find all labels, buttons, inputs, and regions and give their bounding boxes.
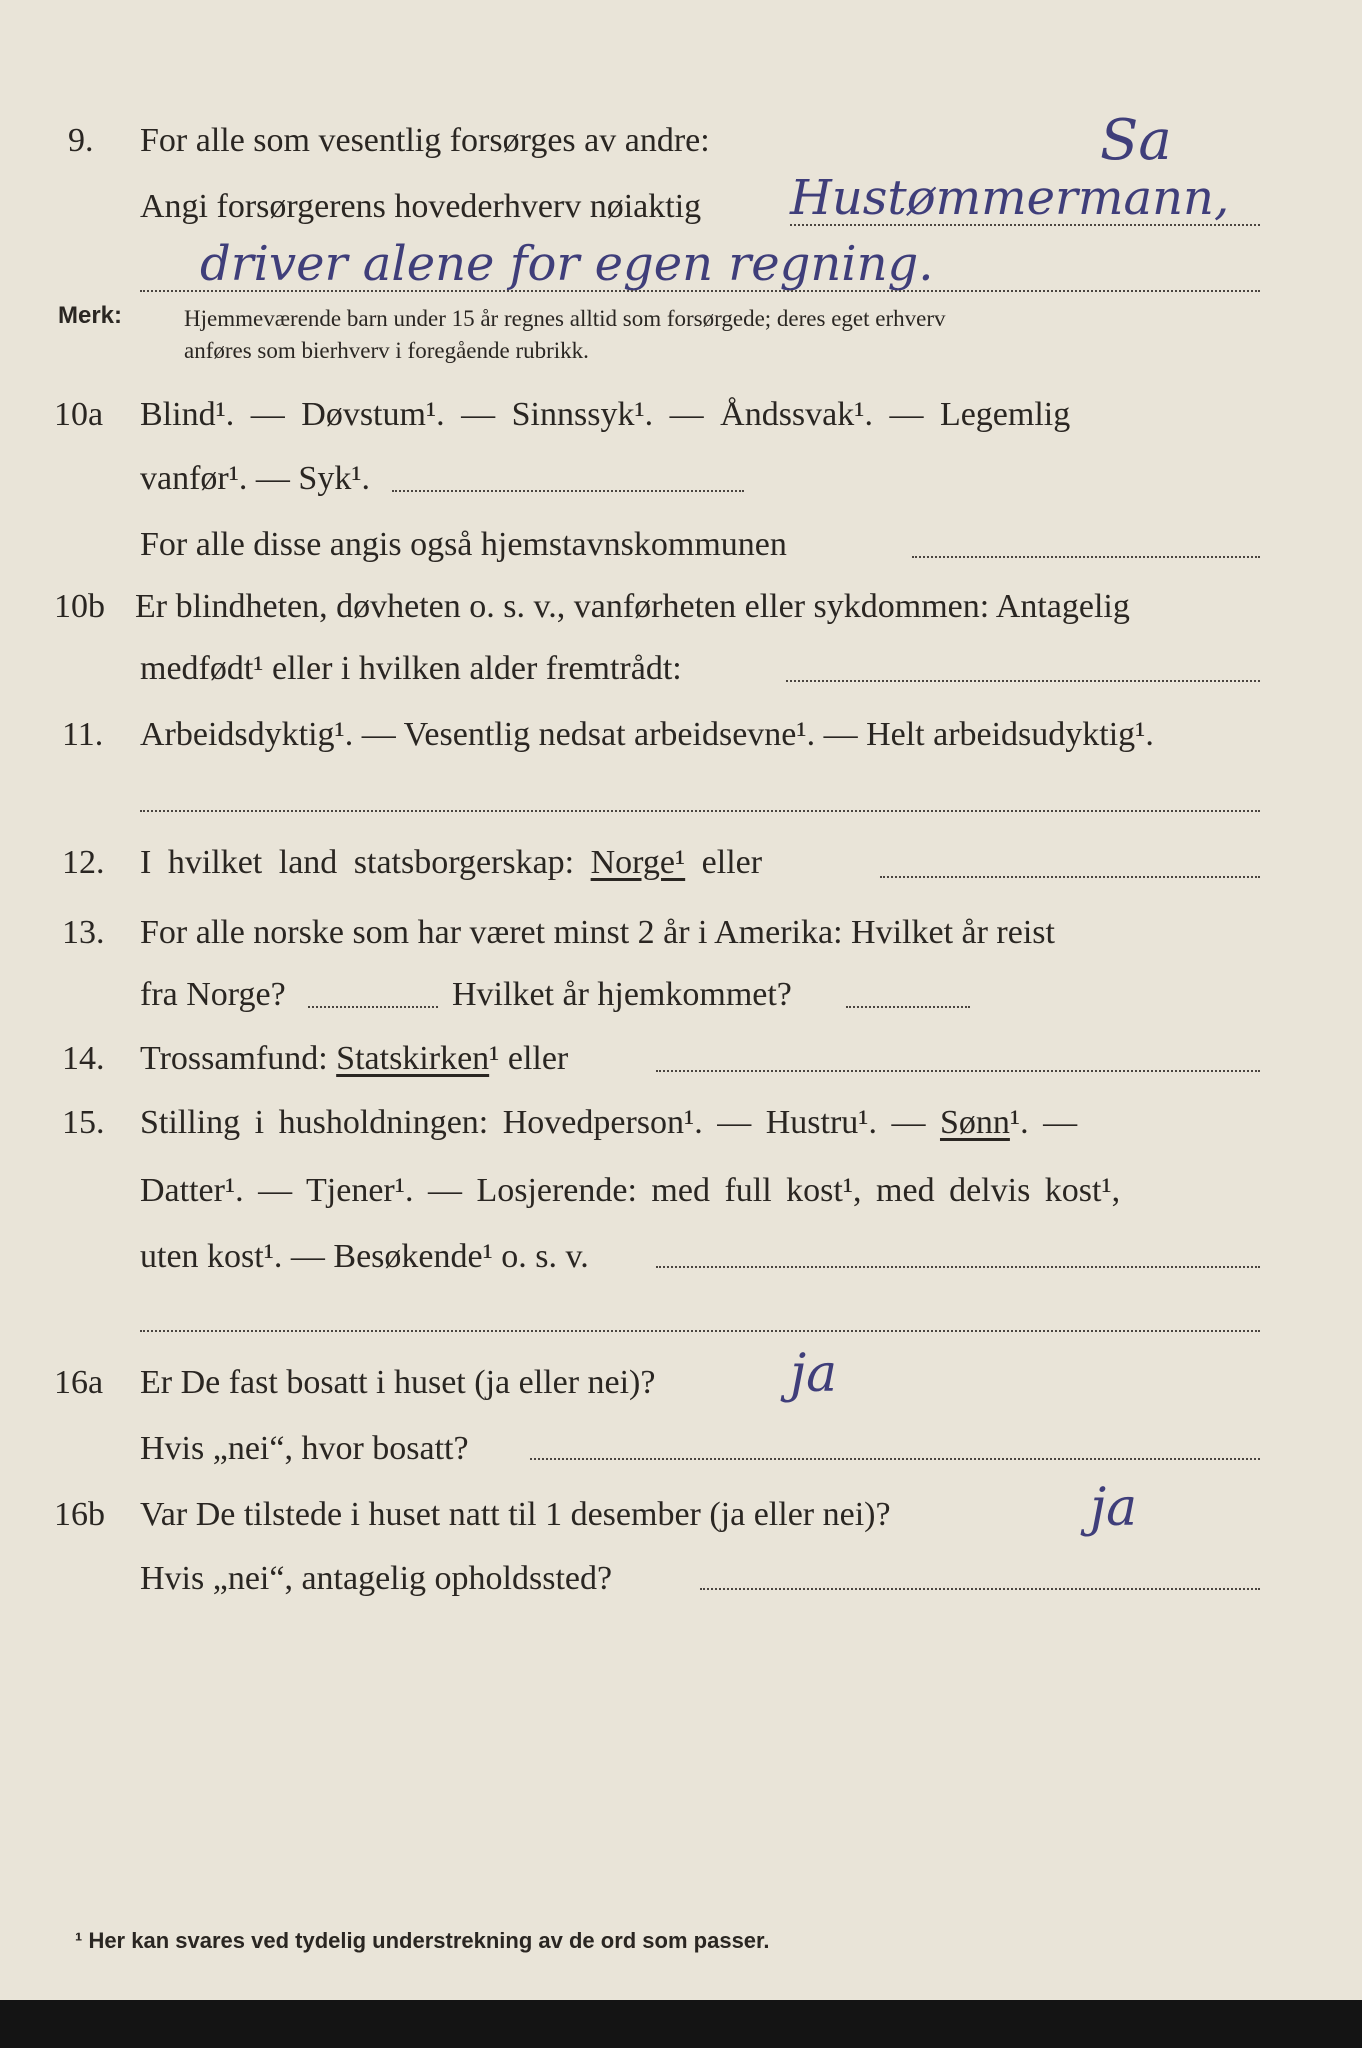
q10a-line2: vanfør¹. — Syk¹.: [140, 460, 371, 497]
q9-handwritten-occupation: Hustømmermann,: [790, 170, 1230, 226]
q15-number: 15.: [62, 1104, 105, 1141]
q15-line3: uten kost¹. — Besøkende¹ o. s. v.: [140, 1238, 589, 1275]
q13-answer-line1: [308, 1006, 438, 1008]
q10a-line3: For alle disse angis også hjemstavnskommunen: [140, 526, 787, 563]
q15-line1-suffix: ¹. —: [1009, 1104, 1078, 1141]
q10a-answer-line1: [392, 490, 744, 492]
q9-handwritten-detail: driver alene for egen regning.: [200, 236, 934, 292]
q16b-answer-line: [700, 1588, 1260, 1590]
q15-line1-prefix: Stilling i husholdningen: Hovedperson¹. — Hustru¹. —: [140, 1104, 926, 1141]
q10a-number: 10a: [54, 396, 104, 433]
merk-label: Merk:: [58, 302, 123, 329]
q12-underlined-norge: Norge¹: [590, 844, 686, 881]
q10b-line1: Er blindheten, døvheten o. s. v., vanførheten eller sykdommen: Antagelig: [135, 588, 1130, 625]
q13-number: 13.: [62, 914, 105, 951]
q15-underlined-sonn: Sønn: [939, 1104, 1010, 1141]
q12-suffix: eller: [701, 844, 763, 881]
q13-answer-line2: [846, 1006, 970, 1008]
q15-line1: [140, 1104, 1077, 1142]
q16a-line1: Er De fast bosatt i huset (ja eller nei)?: [140, 1364, 656, 1401]
q16b-number: 16b: [54, 1496, 105, 1533]
q16a-line2: Hvis „nei“, hvor bosatt?: [140, 1430, 469, 1467]
q10b-number: 10b: [54, 588, 105, 625]
q9-line1: For alle som vesentlig forsørges av andre:: [140, 122, 710, 159]
q15-answer-line2: [140, 1330, 1260, 1332]
q10a-answer-line2: [912, 556, 1260, 558]
q14-suffix: ¹ eller: [489, 1040, 569, 1077]
q14-number: 14.: [62, 1040, 105, 1077]
merk-line1: Hjemmeværende barn under 15 år regnes alltid som forsørgede; deres eget erhverv: [184, 306, 946, 331]
q14-answer-line: [656, 1070, 1260, 1072]
q9-answer-line2: [140, 290, 1260, 292]
q12-answer-line: [880, 876, 1260, 878]
q13-line2a: fra Norge?: [140, 976, 286, 1013]
q16a-number: 16a: [54, 1364, 104, 1401]
q16a-handwritten-answer: ja: [790, 1344, 838, 1404]
q9-line2: Angi forsørgerens hovederhverv nøiaktig: [140, 188, 702, 225]
merk-line2: anføres som bierhverv i foregående rubrikk.: [184, 338, 589, 363]
q16b-line2: Hvis „nei“, antagelig opholdssted?: [140, 1560, 613, 1597]
q11-line1: Arbeidsdyktig¹. — Vesentlig nedsat arbeidsevne¹. — Helt arbeidsudyktig¹.: [140, 716, 1154, 753]
q10a-line1: Blind¹. — Døvstum¹. — Sinnssyk¹. — Åndssvak¹. — Legemlig: [140, 396, 1071, 433]
q13-line2b: Hvilket år hjemkommet?: [452, 976, 792, 1013]
q15-answer-line1: [656, 1266, 1260, 1268]
q16b-handwritten-answer: ja: [1090, 1478, 1138, 1538]
footnote: ¹ Her kan svares ved tydelig understrekning av de ord som passer.: [75, 1928, 770, 1953]
q9-number: 9.: [68, 122, 94, 159]
q9-handwritten-margin: Sa: [1100, 108, 1172, 173]
q10b-answer-line: [786, 680, 1260, 682]
q12-text: [140, 844, 762, 882]
q16a-answer-line: [530, 1458, 1260, 1460]
q15-line2: Datter¹. — Tjener¹. — Losjerende: med full kost¹, med delvis kost¹,: [140, 1172, 1121, 1209]
q14-prefix: Trossamfund:: [140, 1040, 328, 1077]
q14-underlined-statskirken: Statskirken: [336, 1040, 490, 1077]
q12-number: 12.: [62, 844, 105, 881]
scan-bottom-edge: [0, 2000, 1362, 2048]
q9-answer-line1: [790, 224, 1260, 226]
q11-answer-line: [140, 810, 1260, 812]
q11-number: 11.: [62, 716, 104, 753]
q13-line1: For alle norske som har været minst 2 år i Amerika: Hvilket år reist: [140, 914, 1055, 951]
q14-text: [140, 1040, 568, 1078]
q12-prefix: I hvilket land statsborgerskap:: [140, 844, 575, 881]
q16b-line1: Var De tilstede i huset natt til 1 desember (ja eller nei)?: [140, 1496, 891, 1533]
q10b-line2: medfødt¹ eller i hvilken alder fremtrådt:: [140, 650, 682, 687]
